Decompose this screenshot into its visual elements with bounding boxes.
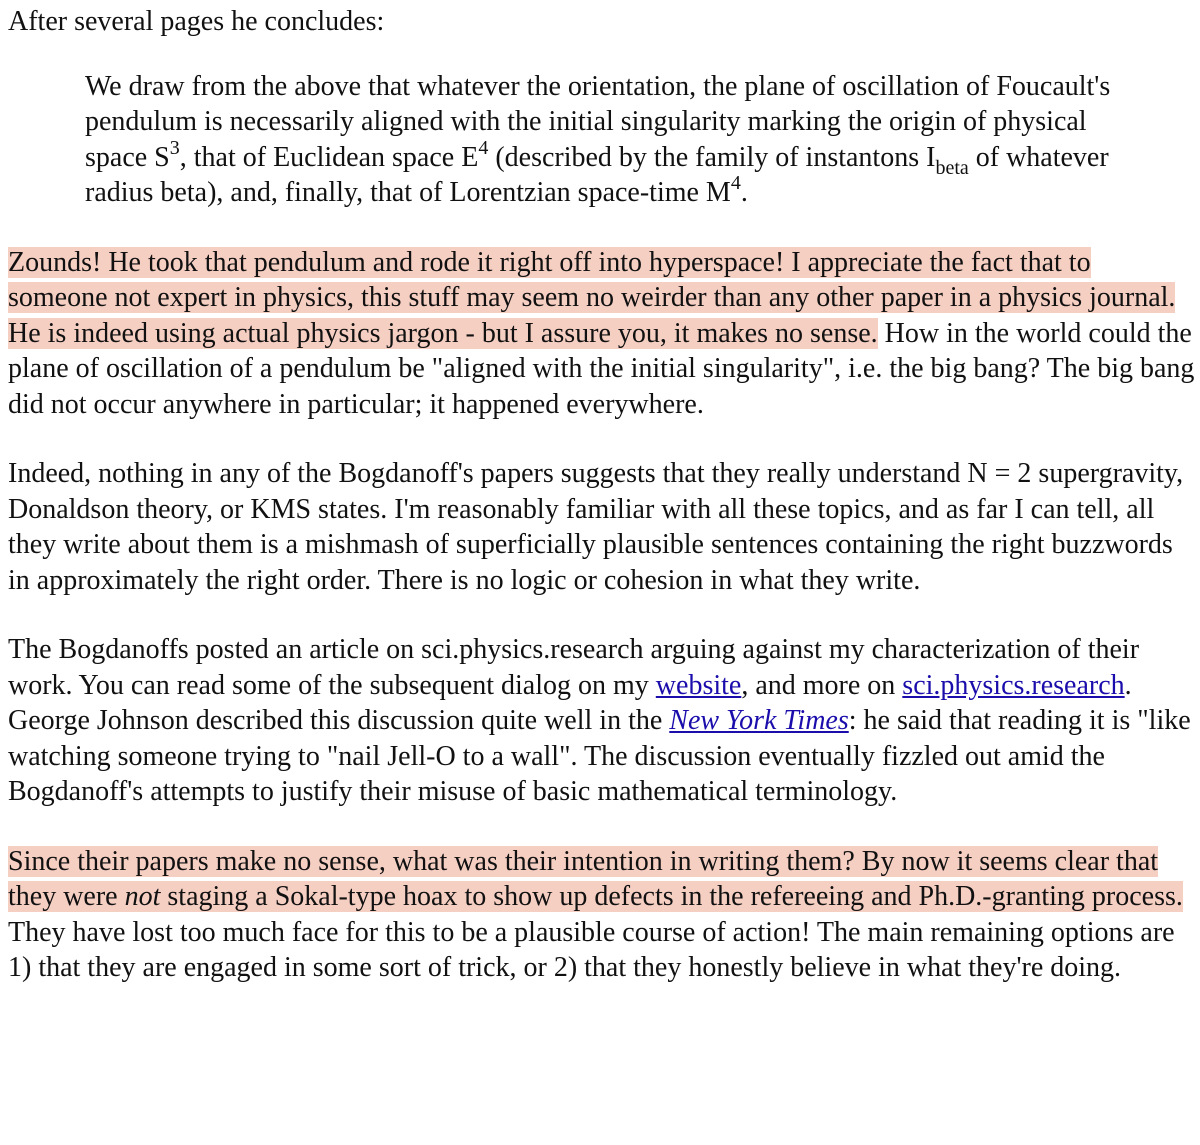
p3-text-1: The Bogdanoffs posted an article on sci.physics.research arguing against my characterization of their work. You can read some of the subsequent dialog on my bbox=[8, 634, 1140, 701]
p3-text-3: . George Johnson described this discussion quite well in the bbox=[8, 669, 1132, 736]
quote-sup-s3: 3 bbox=[169, 136, 180, 159]
quote-text-3: (described by the family of instantons I bbox=[488, 141, 936, 173]
sci-physics-research-link[interactable]: sci.physics.research bbox=[902, 669, 1125, 701]
quote-sub-beta: beta bbox=[935, 156, 969, 179]
quote-sup-e4: 4 bbox=[478, 136, 489, 159]
quote-text-4: of whatever radius beta), and, finally, that of Lorentzian space-time M bbox=[85, 141, 1109, 208]
paragraph-zounds bbox=[8, 245, 1196, 423]
quote-sup-m4: 4 bbox=[730, 172, 741, 194]
new-york-times-link[interactable] bbox=[669, 705, 848, 736]
new-york-times-link-text[interactable]: New York Times bbox=[669, 705, 849, 736]
highlighted-passage-2 bbox=[8, 846, 1183, 913]
quote-text-5: . bbox=[740, 177, 748, 208]
paragraph-since-rest: They have lost too much face for this to be a plausible course of action! The main remaining options are 1) that they are engaged in some sort of trick, or 2) that they honestly believe in what they're doing. bbox=[8, 916, 1175, 983]
p4-highlight-1: Since their papers make no sense, what was their intention in writing them? By now it seems clear that they were bbox=[8, 845, 1159, 912]
p4-highlight-2: staging a Sokal-type hoax to show up defects in the refereeing and Ph.D.-granting process. bbox=[160, 881, 1183, 912]
paragraph-since bbox=[8, 844, 1196, 986]
intro-line: After several pages he concludes: bbox=[8, 6, 385, 37]
block-quote bbox=[85, 69, 1145, 211]
article-excerpt bbox=[8, 4, 1196, 986]
quote-text-2: , that of Euclidean space E bbox=[179, 141, 479, 173]
paragraph-bogdanoffs-posted bbox=[8, 632, 1196, 810]
p3-text-2: , and more on bbox=[741, 669, 903, 701]
paragraph-indeed: Indeed, nothing in any of the Bogdanoff's papers suggests that they really understand N = 2 supergravity, Donaldson theory, or KMS states. I'm reasonably familiar with all these topics, and as far I can tell, all they write about them is a mishmash of superficially plausible sentences containing the right buzzwords in approximately the right order. There is no logic or cohesion in what they write. bbox=[8, 458, 1184, 596]
quote-text-1: We draw from the above that whatever the orientation, the plane of oscillation of Foucault's pendulum is necessarily aligned with the initial singularity marking the origin of physical space S bbox=[85, 70, 1111, 173]
highlighted-passage-1: Zounds! He took that pendulum and rode it right off into hyperspace! I appreciate the fact that to someone not expert in physics, this stuff may seem no weirder than any other paper in a physics journal. He is indeed using actual physics jargon - but I assure you, it makes no sense. bbox=[8, 246, 1176, 349]
p4-emphasis-not: not bbox=[124, 881, 161, 912]
paragraph-zounds-rest: How in the world could the plane of oscillation of a pendulum be "aligned with the initial singularity", i.e. the big bang? The big bang did not occur anywhere in particular; it happened everywhere. bbox=[8, 317, 1195, 420]
website-link[interactable]: website bbox=[655, 669, 742, 701]
p3-text-4: : he said that reading it is "like watching someone trying to "nail Jell-O to a wall". The discussion eventually fizzled out amid the Bogdanoff's attempts to justify their misuse of basic mathematical terminology. bbox=[8, 705, 1191, 807]
